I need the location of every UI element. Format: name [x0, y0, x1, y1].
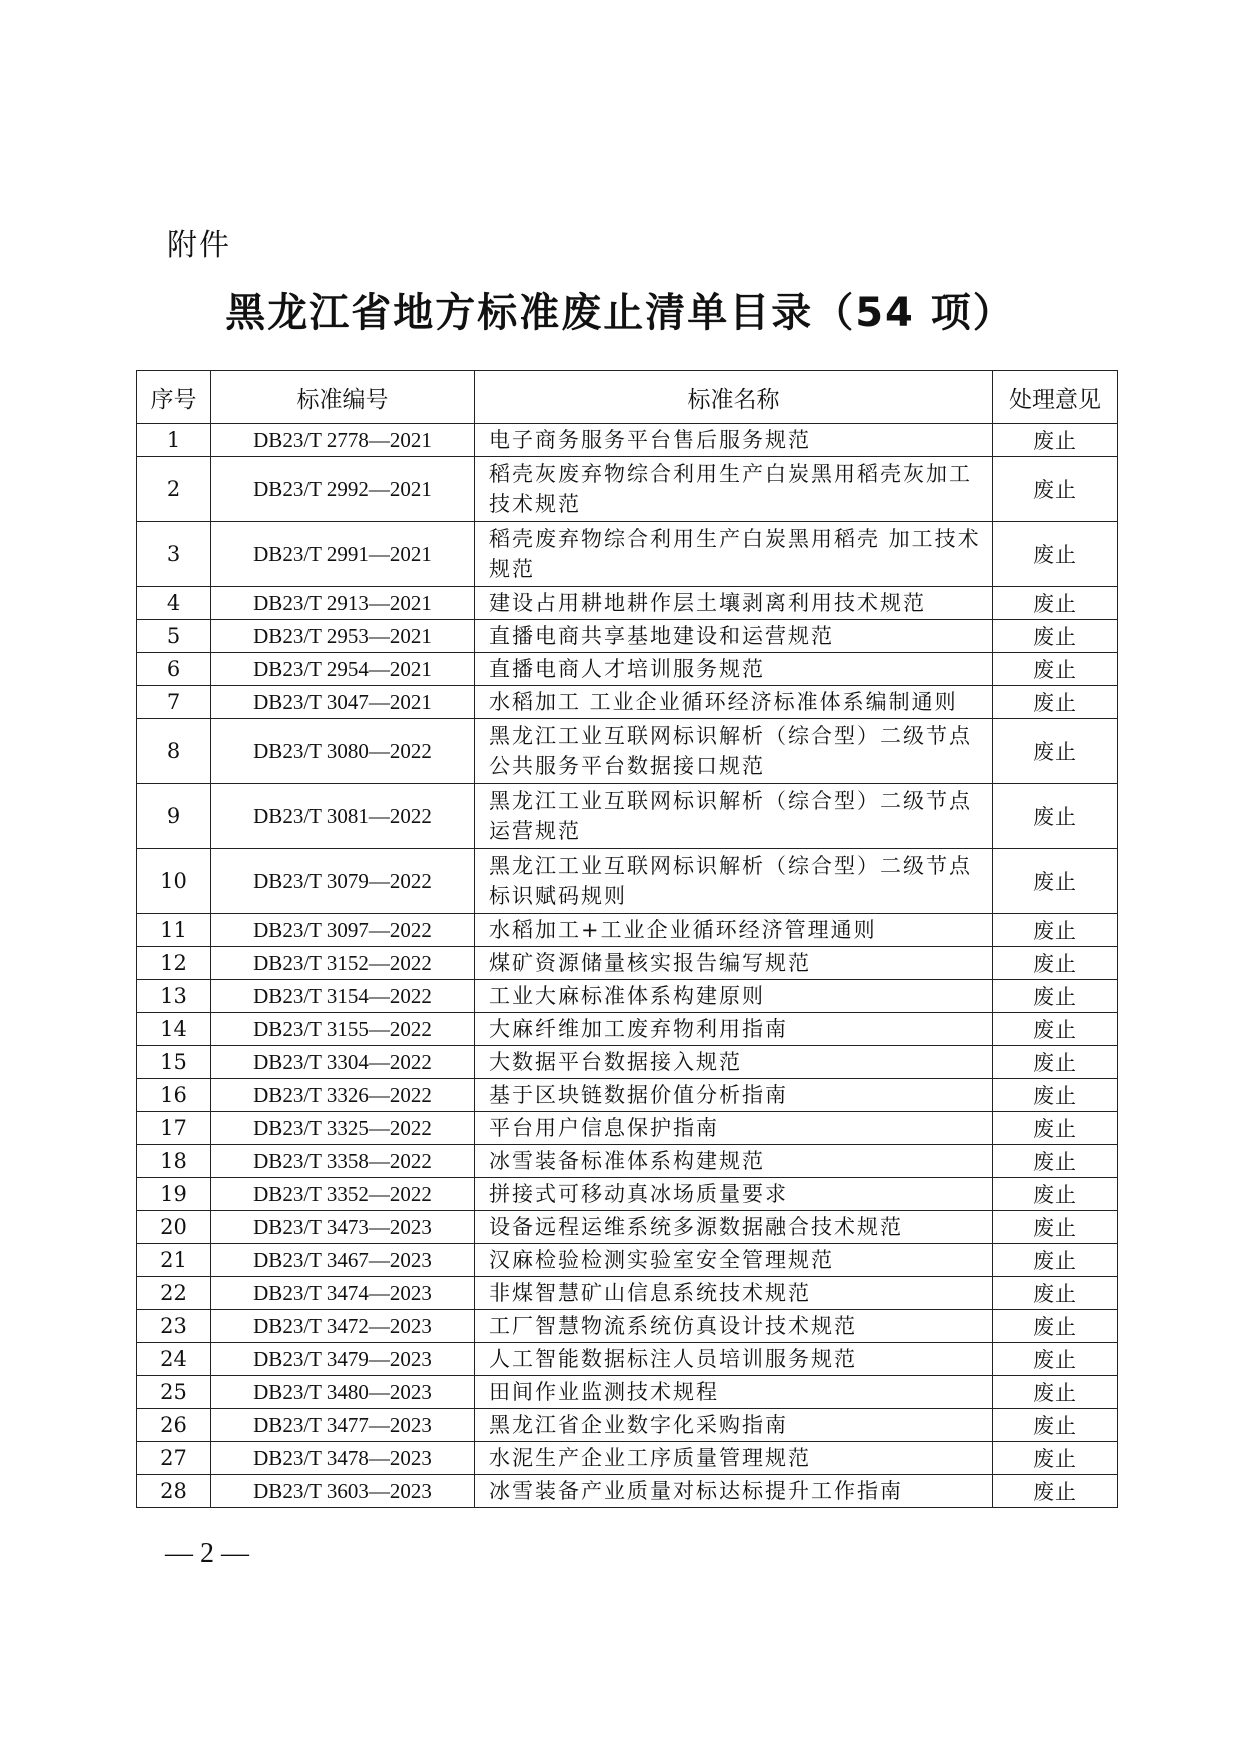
cell-seq: 28 [137, 1475, 211, 1508]
table-row [137, 1310, 1118, 1343]
cell-code: DB23/T 3079—2022 [211, 849, 475, 914]
table-row [137, 1112, 1118, 1145]
cell-name: 水稻加工+工业企业循环经济管理通则 [475, 914, 993, 947]
cell-code: DB23/T 3474—2023 [211, 1277, 475, 1310]
table-row [137, 1079, 1118, 1112]
cell-name: 电子商务服务平台售后服务规范 [475, 424, 993, 457]
cell-code: DB23/T 3047—2021 [211, 686, 475, 719]
cell-opinion: 废止 [993, 1376, 1118, 1409]
cell-code: DB23/T 3080—2022 [211, 719, 475, 784]
table-row [137, 849, 1118, 914]
cell-seq: 11 [137, 914, 211, 947]
cell-code: DB23/T 3603—2023 [211, 1475, 475, 1508]
cell-seq: 24 [137, 1343, 211, 1376]
cell-opinion: 废止 [993, 457, 1118, 522]
cell-seq: 4 [137, 587, 211, 620]
cell-code: DB23/T 3477—2023 [211, 1409, 475, 1442]
table-row [137, 1178, 1118, 1211]
table-row [137, 1145, 1118, 1178]
cell-seq: 9 [137, 784, 211, 849]
cell-name: 大数据平台数据接入规范 [475, 1046, 993, 1079]
cell-seq: 21 [137, 1244, 211, 1277]
cell-seq: 15 [137, 1046, 211, 1079]
cell-code: DB23/T 3472—2023 [211, 1310, 475, 1343]
cell-code: DB23/T 2778—2021 [211, 424, 475, 457]
cell-code: DB23/T 3152—2022 [211, 947, 475, 980]
table-row [137, 424, 1118, 457]
standards-table [136, 370, 1118, 1508]
cell-code: DB23/T 3358—2022 [211, 1145, 475, 1178]
cell-opinion: 废止 [993, 719, 1118, 784]
cell-opinion: 废止 [993, 1079, 1118, 1112]
page-number: — 2 — [165, 1538, 249, 1569]
table-row [137, 1277, 1118, 1310]
cell-opinion: 废止 [993, 947, 1118, 980]
cell-seq: 3 [137, 522, 211, 587]
cell-name: 人工智能数据标注人员培训服务规范 [475, 1343, 993, 1376]
cell-opinion: 废止 [993, 1409, 1118, 1442]
cell-name: 汉麻检验检测实验室安全管理规范 [475, 1244, 993, 1277]
cell-code: DB23/T 3473—2023 [211, 1211, 475, 1244]
cell-seq: 14 [137, 1013, 211, 1046]
cell-seq: 17 [137, 1112, 211, 1145]
table-row [137, 1244, 1118, 1277]
cell-seq: 13 [137, 980, 211, 1013]
cell-name: 稻壳废弃物综合利用生产白炭黑用稻壳 加工技术规范 [475, 522, 993, 587]
cell-seq: 25 [137, 1376, 211, 1409]
cell-seq: 18 [137, 1145, 211, 1178]
cell-seq: 2 [137, 457, 211, 522]
cell-opinion: 废止 [993, 1442, 1118, 1475]
table-row [137, 719, 1118, 784]
cell-name: 平台用户信息保护指南 [475, 1112, 993, 1145]
cell-seq: 20 [137, 1211, 211, 1244]
cell-name: 拼接式可移动真冰场质量要求 [475, 1178, 993, 1211]
cell-name: 黑龙江工业互联网标识解析（综合型）二级节点运营规范 [475, 784, 993, 849]
cell-opinion: 废止 [993, 1277, 1118, 1310]
cell-name: 黑龙江工业互联网标识解析（综合型）二级节点标识赋码规则 [475, 849, 993, 914]
cell-name: 设备远程运维系统多源数据融合技术规范 [475, 1211, 993, 1244]
cell-name: 水稻加工 工业企业循环经济标准体系编制通则 [475, 686, 993, 719]
table-row [137, 1046, 1118, 1079]
table-row [137, 522, 1118, 587]
table-body [137, 424, 1118, 1508]
cell-seq: 16 [137, 1079, 211, 1112]
cell-code: DB23/T 3352—2022 [211, 1178, 475, 1211]
table-row [137, 1475, 1118, 1508]
cell-name: 直播电商人才培训服务规范 [475, 653, 993, 686]
cell-name: 黑龙江省企业数字化采购指南 [475, 1409, 993, 1442]
cell-name: 直播电商共享基地建设和运营规范 [475, 620, 993, 653]
cell-opinion: 废止 [993, 686, 1118, 719]
header-seq: 序号 [137, 371, 211, 424]
cell-opinion: 废止 [993, 1211, 1118, 1244]
header-opinion: 处理意见 [993, 371, 1118, 424]
cell-name: 黑龙江工业互联网标识解析（综合型）二级节点公共服务平台数据接口规范 [475, 719, 993, 784]
cell-code: DB23/T 3097—2022 [211, 914, 475, 947]
cell-seq: 6 [137, 653, 211, 686]
cell-name: 田间作业监测技术规程 [475, 1376, 993, 1409]
cell-opinion: 废止 [993, 587, 1118, 620]
cell-seq: 26 [137, 1409, 211, 1442]
cell-name: 基于区块链数据价值分析指南 [475, 1079, 993, 1112]
table-header-row [137, 371, 1118, 424]
table-row [137, 947, 1118, 980]
cell-seq: 19 [137, 1178, 211, 1211]
table-row [137, 784, 1118, 849]
cell-name: 建设占用耕地耕作层土壤剥离利用技术规范 [475, 587, 993, 620]
cell-seq: 1 [137, 424, 211, 457]
table-row [137, 1409, 1118, 1442]
cell-opinion: 废止 [993, 522, 1118, 587]
cell-code: DB23/T 3154—2022 [211, 980, 475, 1013]
cell-name: 稻壳灰废弃物综合利用生产白炭黑用稻壳灰加工技术规范 [475, 457, 993, 522]
cell-name: 水泥生产企业工序质量管理规范 [475, 1442, 993, 1475]
cell-code: DB23/T 3479—2023 [211, 1343, 475, 1376]
cell-seq: 5 [137, 620, 211, 653]
cell-seq: 10 [137, 849, 211, 914]
cell-seq: 27 [137, 1442, 211, 1475]
cell-code: DB23/T 2992—2021 [211, 457, 475, 522]
cell-opinion: 废止 [993, 653, 1118, 686]
cell-seq: 8 [137, 719, 211, 784]
table-row [137, 1442, 1118, 1475]
cell-code: DB23/T 3304—2022 [211, 1046, 475, 1079]
cell-opinion: 废止 [993, 914, 1118, 947]
table-row [137, 1013, 1118, 1046]
cell-name: 冰雪装备标准体系构建规范 [475, 1145, 993, 1178]
cell-code: DB23/T 3467—2023 [211, 1244, 475, 1277]
cell-opinion: 废止 [993, 1013, 1118, 1046]
table-row [137, 1343, 1118, 1376]
cell-seq: 22 [137, 1277, 211, 1310]
cell-name: 工业大麻标准体系构建原则 [475, 980, 993, 1013]
cell-name: 工厂智慧物流系统仿真设计技术规范 [475, 1310, 993, 1343]
cell-seq: 23 [137, 1310, 211, 1343]
cell-opinion: 废止 [993, 1046, 1118, 1079]
cell-name: 非煤智慧矿山信息系统技术规范 [475, 1277, 993, 1310]
table-row [137, 686, 1118, 719]
table-row [137, 1211, 1118, 1244]
header-code: 标准编号 [211, 371, 475, 424]
cell-opinion: 废止 [993, 620, 1118, 653]
cell-opinion: 废止 [993, 424, 1118, 457]
cell-code: DB23/T 3480—2023 [211, 1376, 475, 1409]
table-row [137, 1376, 1118, 1409]
document-title: 黑龙江省地方标准废止清单目录（54 项） [225, 290, 1015, 336]
cell-opinion: 废止 [993, 1244, 1118, 1277]
cell-code: DB23/T 3478—2023 [211, 1442, 475, 1475]
cell-code: DB23/T 3155—2022 [211, 1013, 475, 1046]
cell-opinion: 废止 [993, 980, 1118, 1013]
cell-seq: 7 [137, 686, 211, 719]
cell-opinion: 废止 [993, 1343, 1118, 1376]
cell-code: DB23/T 2913—2021 [211, 587, 475, 620]
cell-code: DB23/T 3326—2022 [211, 1079, 475, 1112]
cell-code: DB23/T 2953—2021 [211, 620, 475, 653]
cell-code: DB23/T 2954—2021 [211, 653, 475, 686]
cell-name: 冰雪装备产业质量对标达标提升工作指南 [475, 1475, 993, 1508]
cell-name: 大麻纤维加工废弃物利用指南 [475, 1013, 993, 1046]
cell-seq: 12 [137, 947, 211, 980]
cell-opinion: 废止 [993, 1178, 1118, 1211]
table-row [137, 653, 1118, 686]
cell-code: DB23/T 2991—2021 [211, 522, 475, 587]
table-row [137, 620, 1118, 653]
table-row [137, 587, 1118, 620]
cell-code: DB23/T 3081—2022 [211, 784, 475, 849]
cell-opinion: 废止 [993, 784, 1118, 849]
cell-opinion: 废止 [993, 849, 1118, 914]
cell-code: DB23/T 3325—2022 [211, 1112, 475, 1145]
cell-opinion: 废止 [993, 1475, 1118, 1508]
table-row [137, 980, 1118, 1013]
table-row [137, 914, 1118, 947]
attachment-label: 附件 [167, 228, 231, 263]
cell-opinion: 废止 [993, 1310, 1118, 1343]
cell-opinion: 废止 [993, 1112, 1118, 1145]
header-name: 标准名称 [475, 371, 993, 424]
cell-opinion: 废止 [993, 1145, 1118, 1178]
cell-name: 煤矿资源储量核实报告编写规范 [475, 947, 993, 980]
table-row [137, 457, 1118, 522]
